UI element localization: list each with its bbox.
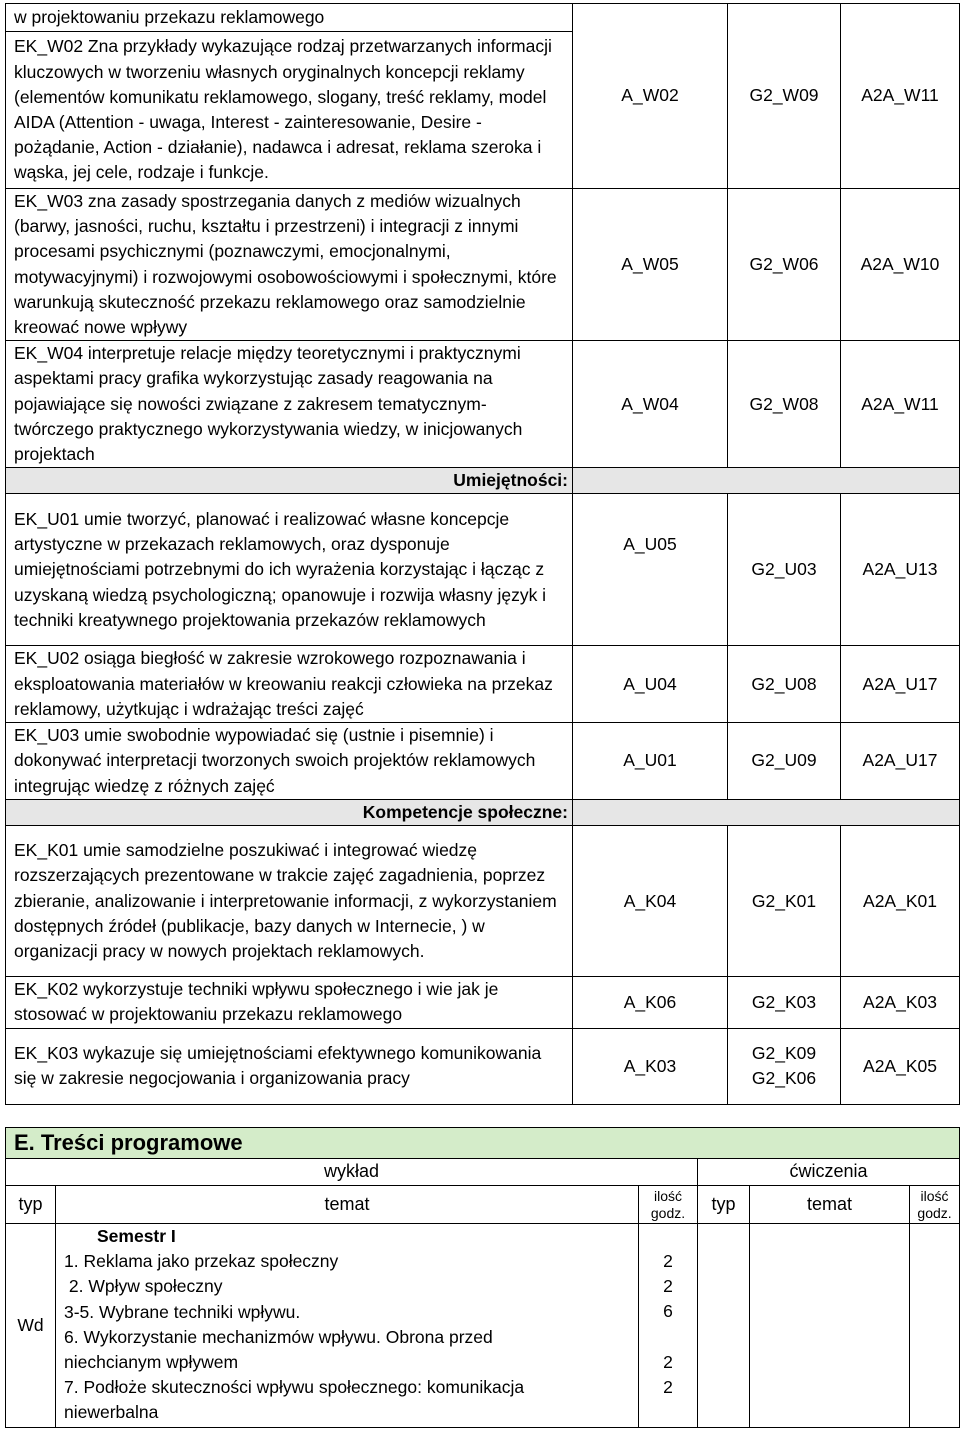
table-row xyxy=(6,977,960,1028)
skills-section-header: Umiejętności: xyxy=(6,468,573,494)
table-row xyxy=(6,4,960,32)
exercise-hours-cell xyxy=(910,1224,960,1428)
col-type-header: typ xyxy=(6,1186,56,1224)
col-topic-header: temat xyxy=(750,1186,910,1224)
table-row xyxy=(6,1224,960,1428)
outcome-description: EK_W02 Zna przykłady wykazujące rodzaj przetwarzanych informacji kluczowych w tworzeniu własnych oryginalnych koncepcji reklamy (elementów komunikatu reklamowego, slogany, treść reklamy, model AIDA (Attention - uwaga, Interest - zainteresowanie, Desire - pożądanie, Action - działanie), nadawca i adresat, reklama szeroka i wąska, jej cele, rodzaje i funkcje. xyxy=(6,32,573,189)
outcome-code-area: A2A_U17 xyxy=(841,723,960,800)
outcome-code-area: A2A_U17 xyxy=(841,646,960,723)
col-hours-header: ilość godz. xyxy=(910,1186,960,1224)
outcome-code-discipline: G2_U03 xyxy=(728,494,841,646)
row-type: Wd xyxy=(6,1224,56,1428)
exercise-topic-cell xyxy=(750,1224,910,1428)
outcome-code-field: A_W04 xyxy=(573,341,728,468)
exercise-type-cell xyxy=(698,1224,750,1428)
outcome-description: w projektowaniu przekazu reklamowego xyxy=(6,4,573,32)
hours-item: 2 xyxy=(663,1376,673,1397)
outcome-code-area: A2A_K01 xyxy=(841,826,960,977)
outcome-code-discipline: G2_W09 xyxy=(728,4,841,189)
social-competences-header: Kompetencje społeczne: xyxy=(6,800,573,826)
col-type-header: typ xyxy=(698,1186,750,1224)
topic-item: 7. Podłoże skuteczności wpływu społecznego: komunikacja niewerbalna xyxy=(64,1377,525,1423)
topic-item: 2. Wpływ społeczny xyxy=(64,1276,223,1297)
outcome-description: EK_K02 wykorzystuje techniki wpływu społecznego i wie jak je stosować w projektowaniu przekazu reklamowego xyxy=(6,977,573,1028)
outcome-code-discipline: G2_K01 xyxy=(728,826,841,977)
outcome-code-area: A2A_U13 xyxy=(841,494,960,646)
outcome-description: EK_W03 zna zasady spostrzegania danych z mediów wizualnych (barwy, jasności, ruchu, kształtu i przestrzeni) i integracji z innymi procesami psychicznymi (poznawczymi, emocjonalnymi, motywacyjnymi) i rozwojowymi osobowościowymi i społecznymi, które warunkują skuteczność przekazu reklamowego oraz samodzielnie kreować nowe wpływy xyxy=(6,189,573,341)
section-title-row xyxy=(6,1128,960,1159)
outcome-code-field: A_W02 xyxy=(573,4,728,189)
outcome-code-field: A_U05 xyxy=(573,494,728,646)
hours-item: 2 xyxy=(663,1276,673,1297)
outcome-code-discipline: G2_W08 xyxy=(728,341,841,468)
topic-item: 3-5. Wybrane techniki wpływu. xyxy=(64,1301,301,1322)
outcome-code-discipline xyxy=(728,1028,841,1104)
col-topic-header: temat xyxy=(56,1186,639,1224)
column-header-row xyxy=(6,1186,960,1224)
outcome-code-discipline: G2_K03 xyxy=(728,977,841,1028)
outcome-code-field: A_K06 xyxy=(573,977,728,1028)
section-title: E. Treści programowe xyxy=(6,1128,960,1159)
topics-list xyxy=(56,1224,639,1428)
col-hours-header: ilość godz. xyxy=(639,1186,698,1224)
table-row xyxy=(6,646,960,723)
section-header-filler xyxy=(573,468,960,494)
outcome-code-field: A_U01 xyxy=(573,723,728,800)
outcome-description: EK_U03 umie swobodnie wypowiadać się (ustnie i pisemnie) i dokonywać interpretacji tworzonych swoich projektów reklamowych integrując wiedzę z różnych zajęć xyxy=(6,723,573,800)
outcome-code-discipline: G2_W06 xyxy=(728,189,841,341)
outcome-code-field: A_W05 xyxy=(573,189,728,341)
group-header-row xyxy=(6,1159,960,1186)
table-row xyxy=(6,723,960,800)
lecture-header: wykład xyxy=(6,1159,698,1186)
outcome-code-field: A_U04 xyxy=(573,646,728,723)
outcome-description: EK_W04 interpretuje relacje między teoretycznymi i praktycznymi aspektami pracy grafika wykorzystując zasady reagowania na pojawiające się nowości związane z zakresem tematycznym- twórczego praktycznego wykorzystywania wiedzy, w inicjowanych projektach xyxy=(6,341,573,468)
outcome-description: EK_K01 umie samodzielne poszukiwać i integrować wiedzę rozszerzających prezentowane w trakcie zajęć zagadnienia, poprzez zbieranie, analizowanie i interpretowanie informacji, z wykorzystaniem dostępnych źródeł (publikacje, bazy danych w Internecie, ) w organizacji pracy w nowych projektach reklamowych. xyxy=(6,826,573,977)
discipline-code-line: G2_K09 xyxy=(751,1042,817,1063)
outcome-code-area: A2A_K05 xyxy=(841,1028,960,1104)
section-header-row xyxy=(6,800,960,826)
outcome-code-field: A_K04 xyxy=(573,826,728,977)
outcome-code-discipline: G2_U08 xyxy=(728,646,841,723)
learning-outcomes-table xyxy=(5,3,960,1105)
program-content-table xyxy=(5,1127,960,1428)
outcome-description: EK_U01 umie tworzyć, planować i realizować własne koncepcje artystyczne w przekazach reklamowych, oraz dysponuje umiejętnościami potrzebnymi do ich wyrażenia korzystając i łącząc z uzyskaną wiedzą psychologiczną; opanowuje i rozwija własny język i techniki kreatywnego projektowania przekazów reklamowych xyxy=(6,494,573,646)
hours-item: 6 xyxy=(663,1301,673,1322)
table-row xyxy=(6,494,960,646)
hours-item: 2 xyxy=(663,1251,673,1271)
table-row xyxy=(6,189,960,341)
outcome-code-field: A_K03 xyxy=(573,1028,728,1104)
outcome-description: EK_U02 osiąga biegłość w zakresie wzrokowego rozpoznawania i eksploatowania materiałów w kreowaniu reakcji człowieka na przekaz reklamowy, użytkując i wdrażając treści zajęć xyxy=(6,646,573,723)
topic-item: 6. Wykorzystanie mechanizmów wpływu. Obrona przed niechcianym wpływem xyxy=(64,1326,493,1373)
outcome-code-area: A2A_K03 xyxy=(841,977,960,1028)
hours-item: 2 xyxy=(663,1351,673,1372)
outcome-code-area: A2A_W11 xyxy=(841,4,960,189)
outcome-code-discipline: G2_U09 xyxy=(728,723,841,800)
table-row xyxy=(6,1028,960,1104)
semester-label: Semestr I xyxy=(97,1226,176,1246)
exercises-header: ćwiczenia xyxy=(698,1159,960,1186)
table-row xyxy=(6,826,960,977)
discipline-code-line: G2_K06 xyxy=(751,1068,817,1089)
hours-list xyxy=(639,1224,698,1428)
table-row xyxy=(6,341,960,468)
outcome-description: EK_K03 wykazuje się umiejętnościami efektywnego komunikowania się w zakresie negocjowania i organizowania pracy xyxy=(6,1028,573,1104)
outcome-code-area: A2A_W10 xyxy=(841,189,960,341)
topic-item: 1. Reklama jako przekaz społeczny xyxy=(64,1251,339,1272)
section-header-row xyxy=(6,468,960,494)
section-header-filler xyxy=(573,800,960,826)
outcome-code-area: A2A_W11 xyxy=(841,341,960,468)
